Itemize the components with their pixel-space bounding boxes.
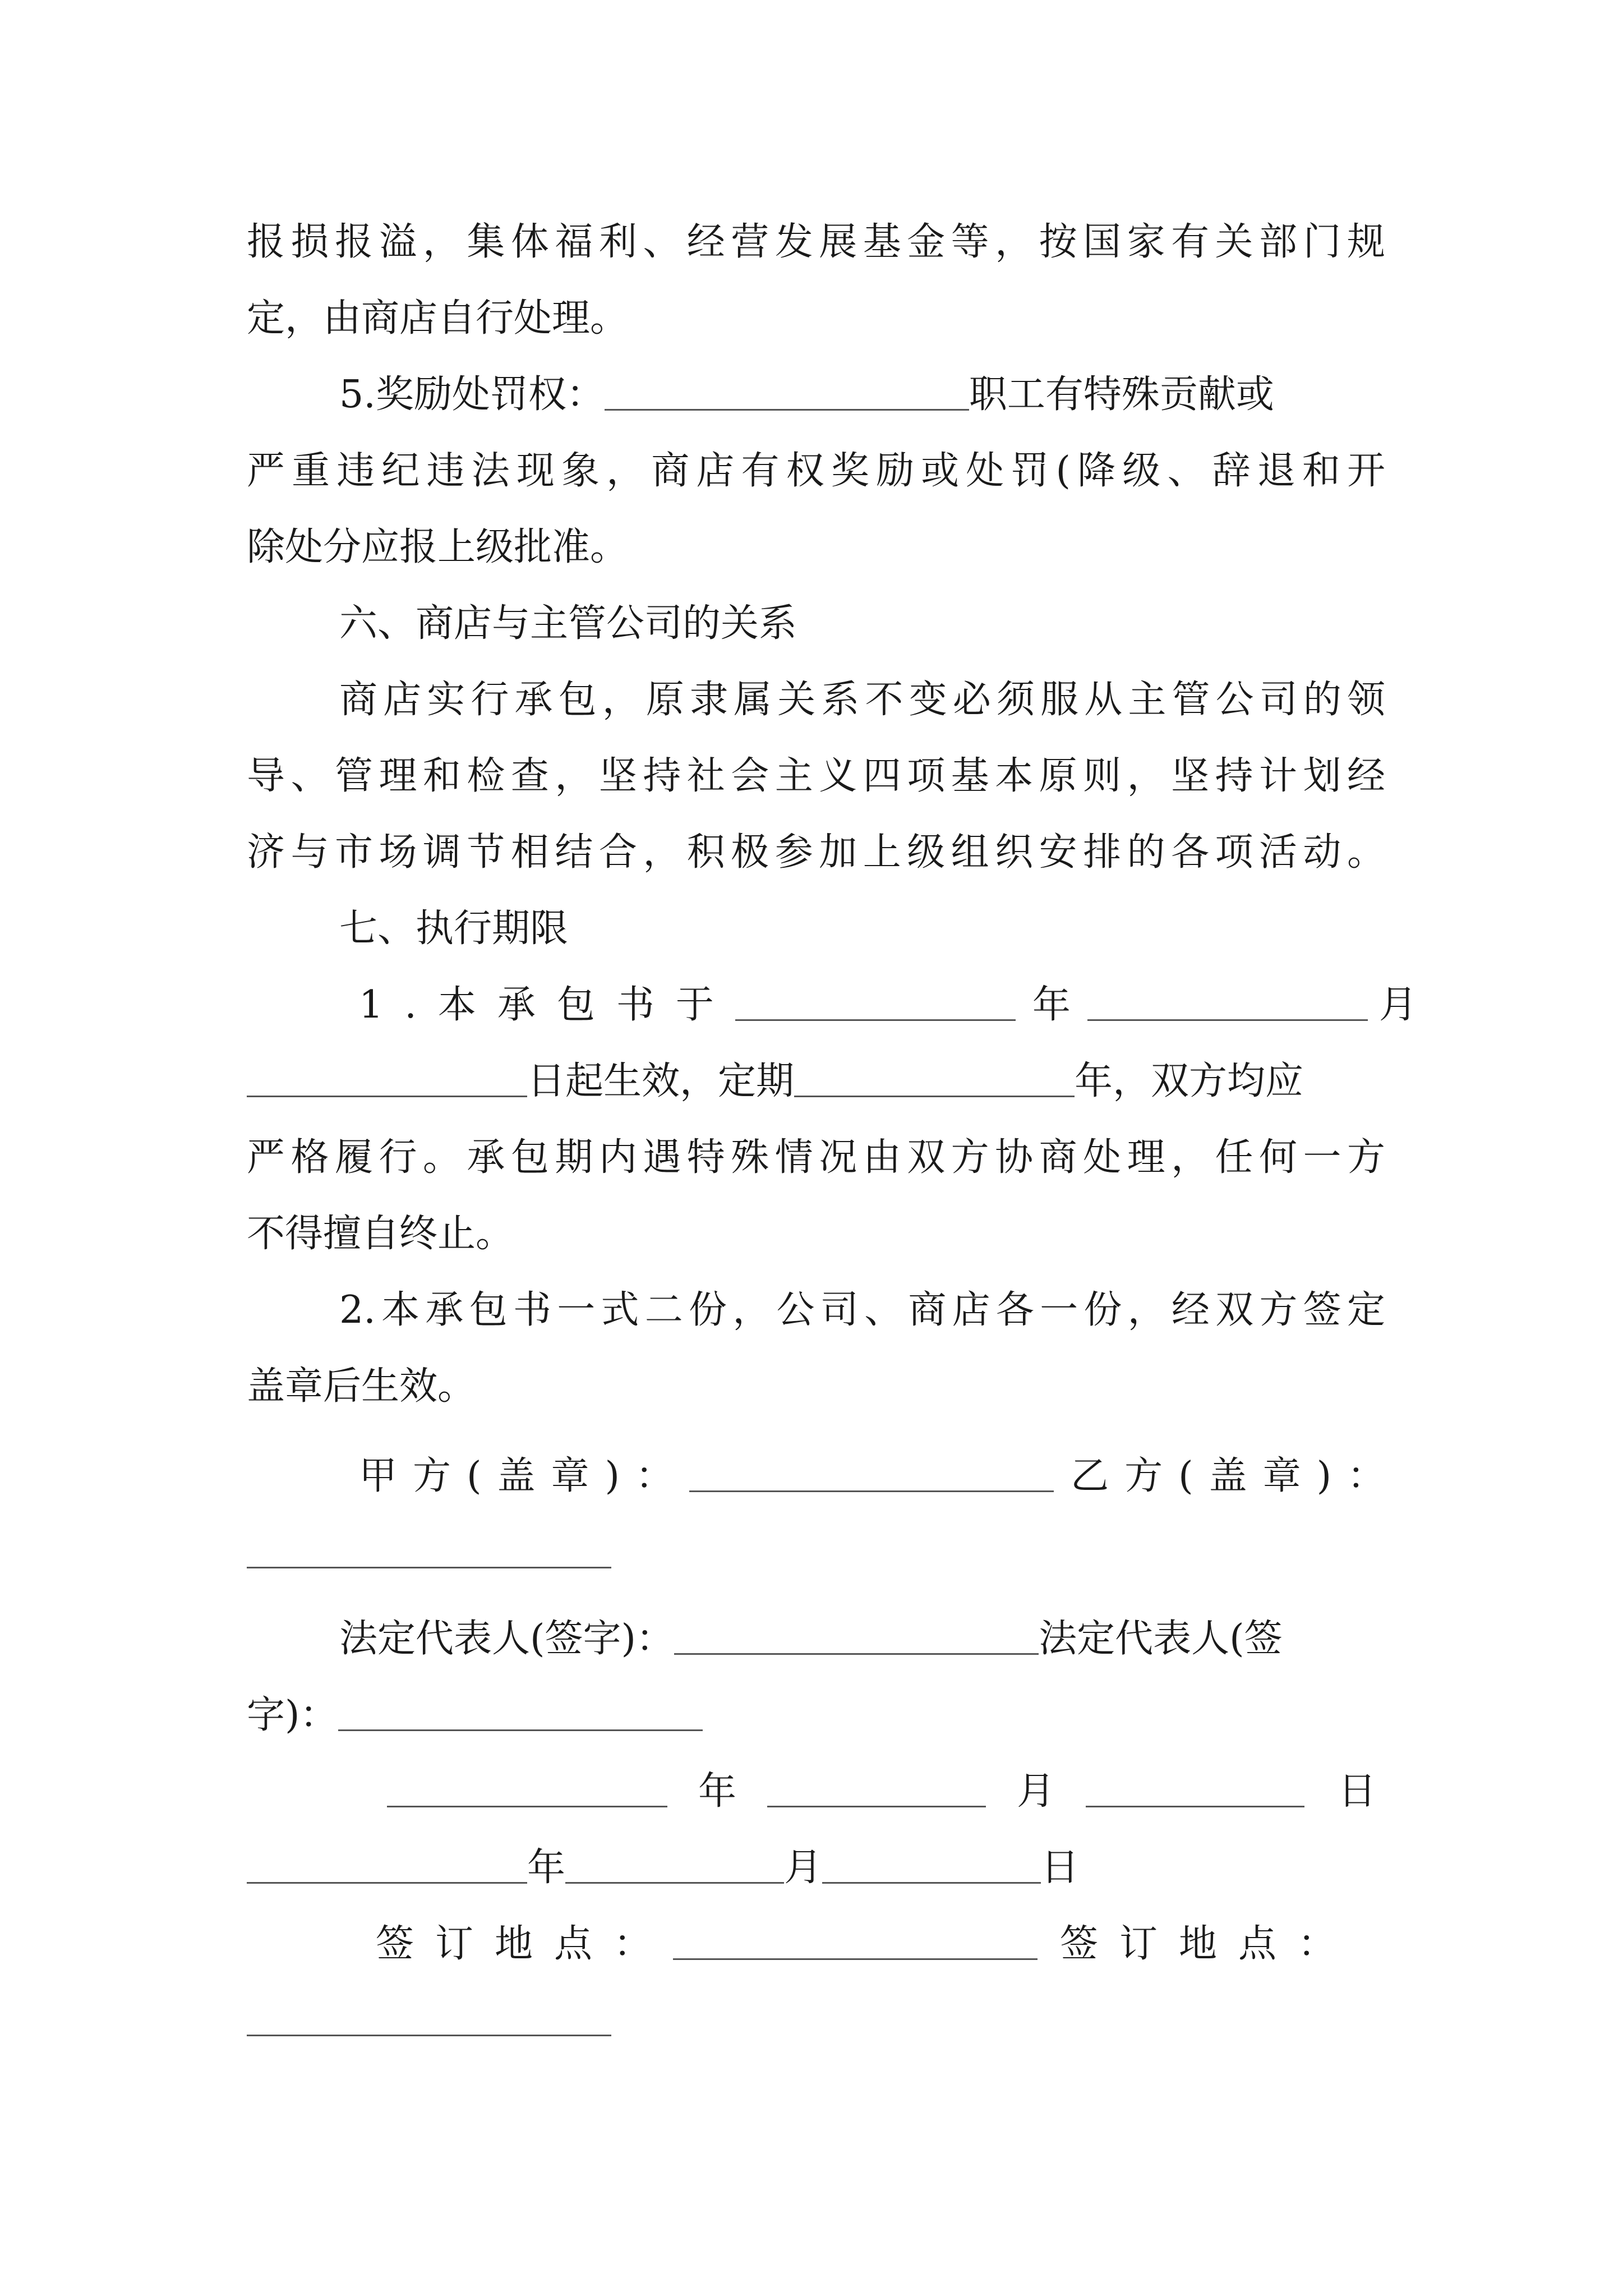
text: 盖章后生效。 — [247, 1364, 476, 1409]
signing-place-line — [376, 1905, 1385, 1984]
blank-line[interactable] — [673, 1909, 1038, 1960]
text: 商店实行承包，原隶属关系不变必须服从主管公司的领 — [339, 678, 1385, 722]
section-heading — [339, 890, 1385, 968]
blank-line[interactable] — [689, 1441, 1054, 1492]
representative-label: 法定代表人(签 — [1039, 1617, 1283, 1661]
party-b-label: 乙方(盖章)： — [1071, 1454, 1401, 1498]
text: 职工有特殊贡献或 — [969, 372, 1274, 417]
section-heading — [339, 585, 1385, 663]
text: 严重违纪违法现象，商店有权奖励或处罚(降级、辞退和开 — [247, 449, 1385, 493]
signature-party-line — [359, 1437, 1401, 1516]
text: 报损报溢，集体福利、经营发展基金等，按国家有关部门规 — [247, 220, 1385, 264]
text: 日 — [1338, 1769, 1377, 1814]
text: 六、商店与主管公司的关系 — [339, 601, 797, 646]
signing-place-blank — [247, 1981, 1385, 2060]
blank-line[interactable] — [565, 1833, 784, 1884]
party-a-label: 甲方(盖章)： — [359, 1454, 690, 1498]
paragraph-line-reward — [339, 356, 1385, 434]
blank-line[interactable] — [794, 1046, 1075, 1097]
paragraph-line — [247, 432, 1385, 510]
blank-line[interactable] — [247, 1046, 527, 1097]
signature-blank-line — [247, 1513, 1385, 1592]
date-line-b — [247, 1829, 1385, 1907]
text: 日 — [1041, 1846, 1080, 1890]
text: 字)： — [247, 1693, 338, 1737]
paragraph-line — [247, 1119, 1385, 1197]
paragraph-line-term — [359, 966, 1417, 1045]
blank-line[interactable] — [247, 1517, 611, 1568]
blank-line[interactable] — [735, 970, 1016, 1021]
blank-line[interactable] — [387, 1756, 667, 1807]
paragraph-line — [247, 813, 1385, 892]
paragraph-line — [247, 203, 1385, 282]
paragraph-line — [247, 508, 1385, 587]
paragraph-line — [339, 1271, 1385, 1350]
text: 月 — [1378, 983, 1417, 1027]
representative-line — [247, 1676, 1385, 1755]
place-label: 签订地点： — [376, 1922, 674, 1966]
text: 年 — [1032, 983, 1071, 1027]
place-label: 签订地点： — [1060, 1922, 1358, 1966]
representative-label: 法定代表人(签字)： — [339, 1617, 675, 1661]
text: 年 — [527, 1846, 566, 1890]
blank-line[interactable] — [247, 1833, 527, 1884]
blank-line[interactable] — [1086, 1756, 1304, 1807]
paragraph-line-term — [247, 1042, 1385, 1121]
blank-line[interactable] — [822, 1833, 1041, 1884]
text: 七、执行期限 — [339, 907, 569, 951]
text: 导、管理和检查，坚持社会主义四项基本原则，坚持计划经 — [247, 754, 1385, 798]
paragraph-line — [247, 1195, 1385, 1273]
text: 定，由商店自行处理。 — [247, 296, 629, 341]
blank-line[interactable] — [1087, 970, 1368, 1021]
text: 年 — [698, 1769, 737, 1814]
paragraph-line — [339, 661, 1385, 739]
blank-line[interactable] — [605, 360, 969, 411]
text: 年，双方均应 — [1075, 1059, 1304, 1103]
text: 严格履行。承包期内遇特殊情况由双方协商处理，任何一方 — [247, 1135, 1385, 1180]
text: 不得擅自终止。 — [247, 1212, 514, 1256]
text: 日起生效，定期 — [527, 1059, 795, 1103]
blank-line[interactable] — [338, 1680, 703, 1731]
paragraph-line — [247, 737, 1385, 816]
text: 月 — [1017, 1769, 1055, 1814]
representative-line — [339, 1600, 1385, 1678]
text: 1.本承包书于 — [359, 983, 735, 1027]
text: 月 — [784, 1846, 823, 1890]
text: 济与市场调节相结合，积极参加上级组织安排的各项活动。 — [247, 830, 1385, 875]
blank-line[interactable] — [674, 1604, 1039, 1655]
date-line-a — [387, 1752, 1385, 1831]
paragraph-line — [247, 279, 1385, 358]
text: 除处分应报上级批准。 — [247, 525, 629, 569]
paragraph-line — [247, 1347, 1385, 1426]
blank-line[interactable] — [247, 1985, 611, 2036]
text: 5.奖励处罚权： — [339, 372, 605, 417]
text: 2.本承包书一式二份，公司、商店各一份，经双方签定 — [339, 1288, 1385, 1332]
blank-line[interactable] — [767, 1756, 986, 1807]
